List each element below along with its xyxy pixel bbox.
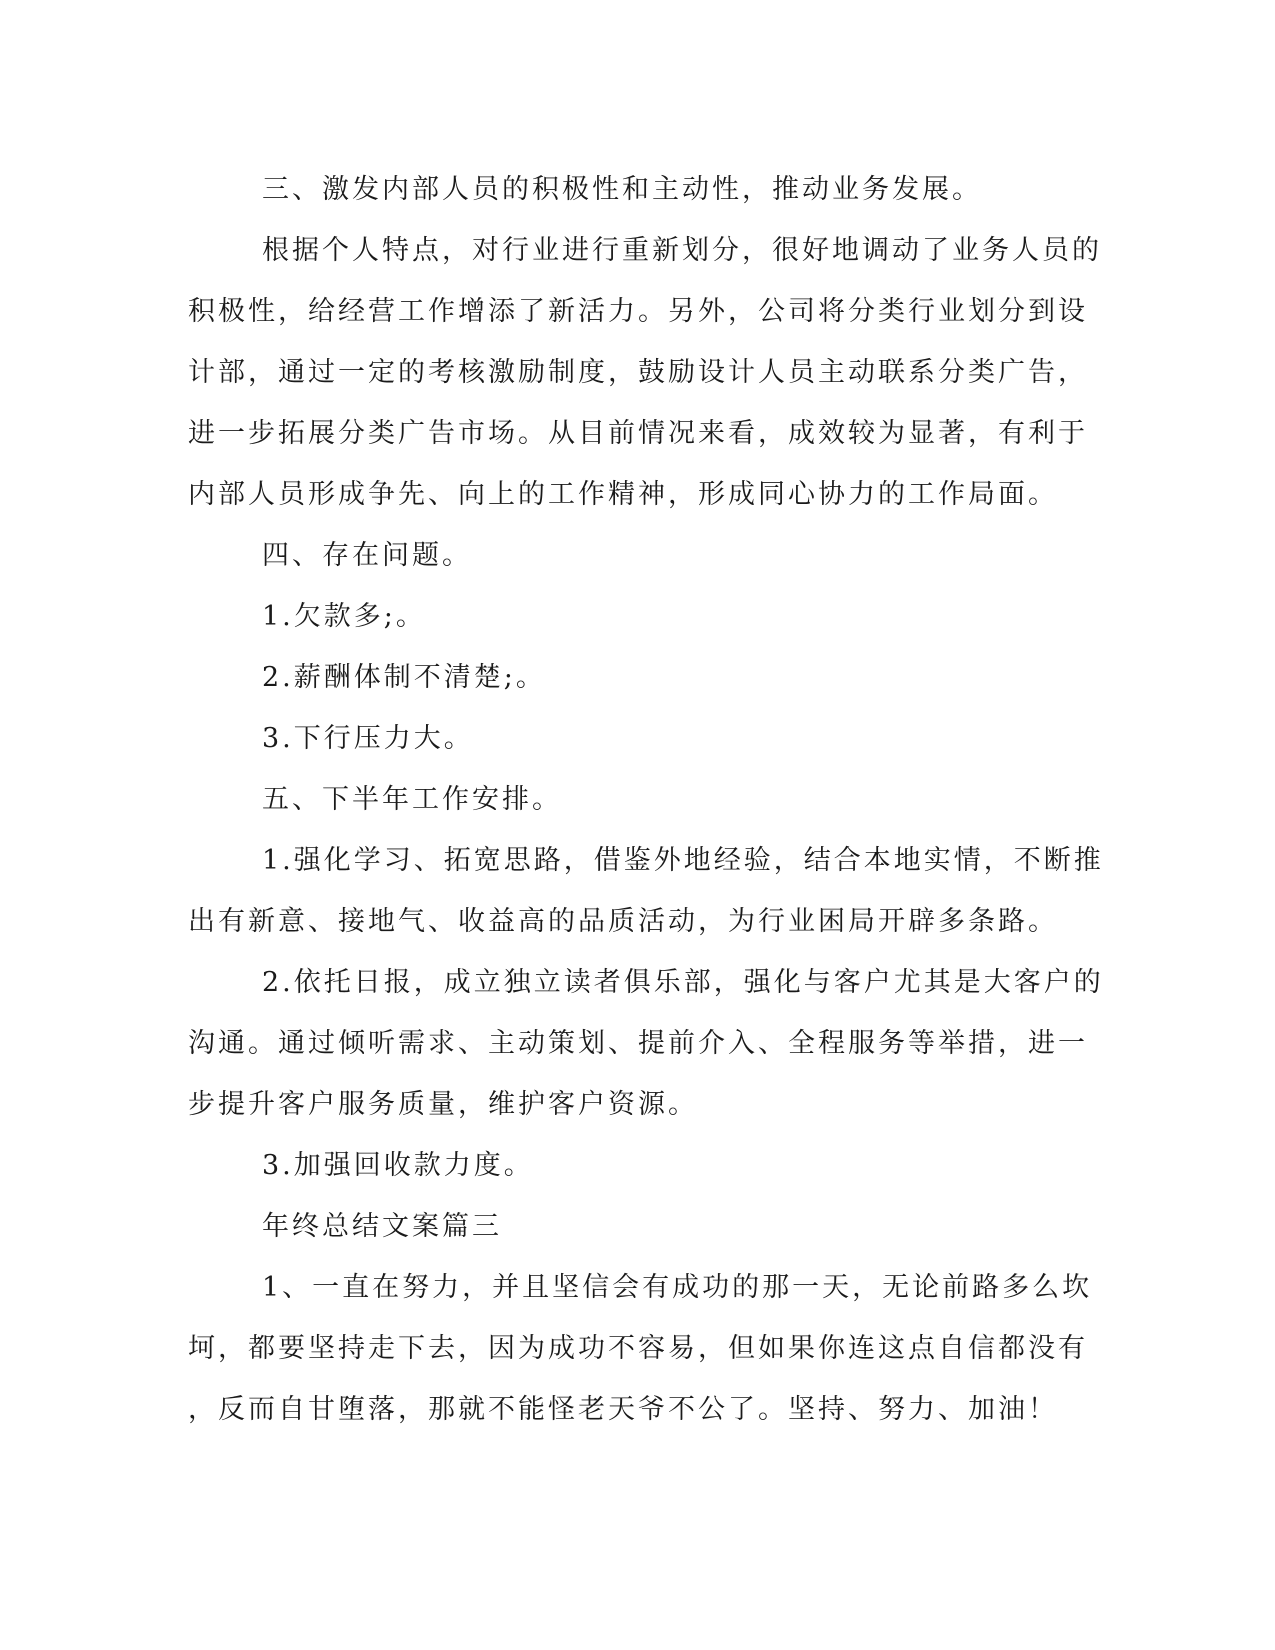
paragraph-line: 计部，通过一定的考核激励制度，鼓励设计人员主动联系分类广告， bbox=[188, 357, 1088, 388]
list-item: 1.欠款多;。 bbox=[262, 601, 426, 632]
list-item: 3.加强回收款力度。 bbox=[262, 1150, 534, 1181]
list-item: 1、一直在努力，并且坚信会有成功的那一天，无论前路多么坎 bbox=[262, 1272, 1093, 1303]
paragraph-line: 步提升客户服务质量，维护客户资源。 bbox=[188, 1089, 698, 1120]
paragraph-line: ，反而自甘堕落，那就不能怪老天爷不公了。坚持、努力、加油！ bbox=[188, 1394, 1058, 1425]
section-heading-5: 五、下半年工作安排。 bbox=[262, 784, 562, 815]
list-item: 2.薪酬体制不清楚;。 bbox=[262, 662, 546, 693]
section-heading-3: 三、激发内部人员的积极性和主动性，推动业务发展。 bbox=[262, 174, 982, 205]
paragraph-line: 沟通。通过倾听需求、主动策划、提前介入、全程服务等举措，进一 bbox=[188, 1028, 1088, 1059]
section-heading-4: 四、存在问题。 bbox=[262, 540, 472, 571]
paragraph-line: 积极性，给经营工作增添了新活力。另外，公司将分类行业划分到设 bbox=[188, 296, 1088, 327]
paragraph-line: 根据个人特点，对行业进行重新划分，很好地调动了业务人员的 bbox=[262, 235, 1102, 266]
list-item: 3.下行压力大。 bbox=[262, 723, 474, 754]
list-item: 2.依托日报，成立独立读者俱乐部，强化与客户尤其是大客户的 bbox=[262, 967, 1104, 998]
article-title: 年终总结文案篇三 bbox=[262, 1211, 502, 1242]
list-item: 1.强化学习、拓宽思路，借鉴外地经验，结合本地实情，不断推 bbox=[262, 845, 1104, 876]
paragraph-line: 坷，都要坚持走下去，因为成功不容易，但如果你连这点自信都没有 bbox=[188, 1333, 1088, 1364]
paragraph-line: 内部人员形成争先、向上的工作精神，形成同心协力的工作局面。 bbox=[188, 479, 1058, 510]
paragraph-line: 进一步拓展分类广告市场。从目前情况来看，成效较为显著，有利于 bbox=[188, 418, 1088, 449]
paragraph-line: 出有新意、接地气、收益高的品质活动，为行业困局开辟多条路。 bbox=[188, 906, 1058, 937]
